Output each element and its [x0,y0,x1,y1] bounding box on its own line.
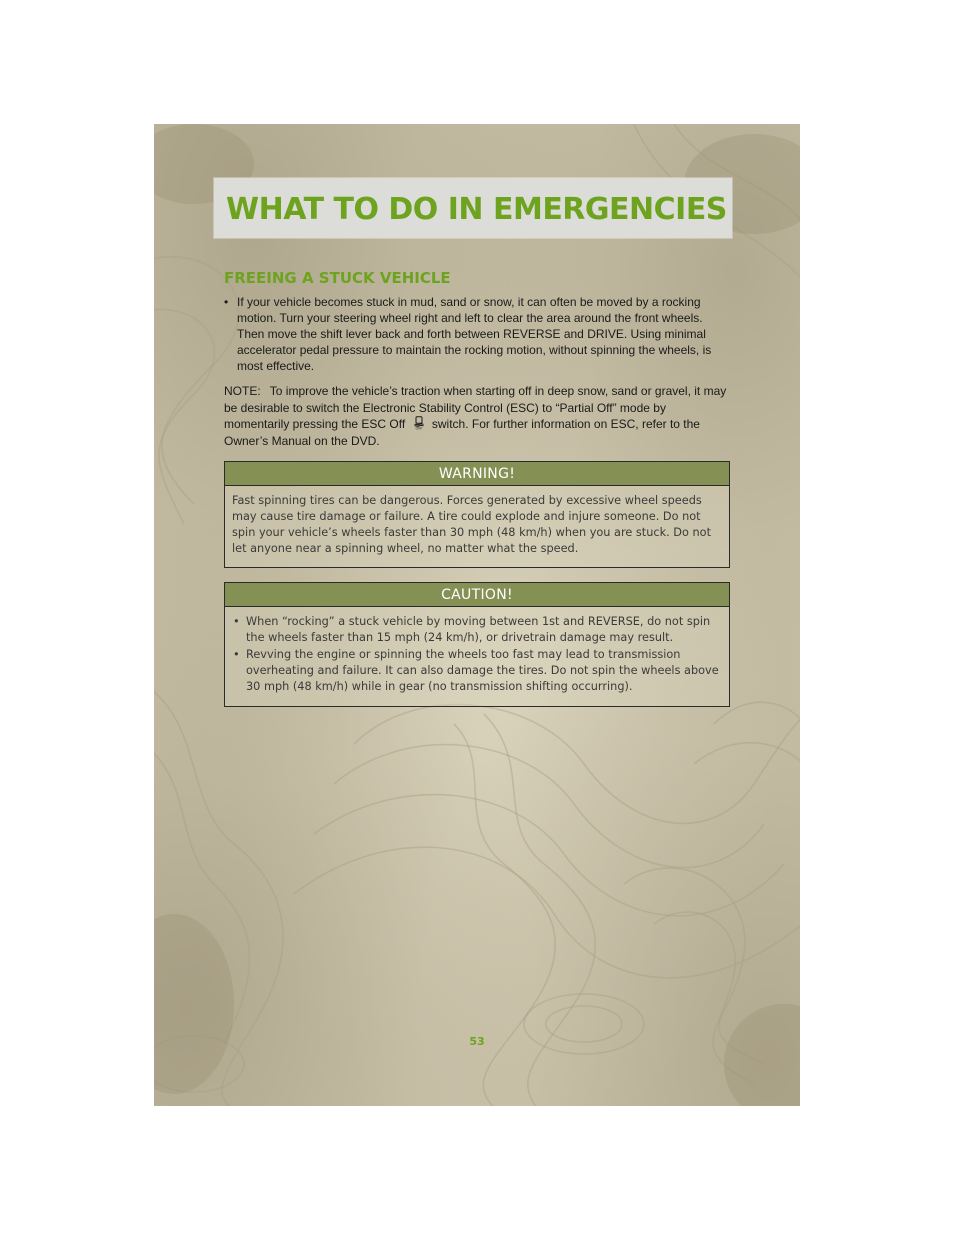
esc-off-icon [412,416,426,430]
note-label: NOTE: [224,384,261,398]
warning-text: Fast spinning tires can be dangerous. Forces generated by excessive wheel speeds may cause tire damage or failure. A tire could explode and injure someone. Do not spin your vehicle’s wheels faster than 30 mph (48 km/h) when you are stuck. Do not let anyone near a spinning wheel, no matter what the speed. [232,494,712,555]
svg-text:OFF: OFF [415,426,423,430]
warning-box [224,461,730,568]
warning-header: WARNING! [225,462,729,486]
note-text-before: To improve the vehicle’s traction when starting off in deep snow, sand or gravel, it may be desirable to switch the Electronic Stability Control (ESC) to “Partial Off” mode by momentarily pressing the ESC Off [224,384,727,431]
page-title: WHAT TO DO IN EMERGENCIES [226,192,727,227]
caution-item: • When “rocking” a stuck vehicle by moving between 1st and REVERSE, do not spin the wheels faster than 15 mph (24 km/h), or drivetrain damage may result. [232,614,721,646]
section-heading: FREEING A STUCK VEHICLE [224,269,451,287]
page-number: 53 [469,1035,485,1048]
manual-page [154,124,800,1106]
caution-item: • Revving the engine or spinning the wheels too fast may lead to transmission overheating and failure. It can also damage the tires. Do not spin the wheels above 30 mph (48 km/h) while in gear (no transmission shifting occurring). [232,647,721,695]
instruction-item: • If your vehicle becomes stuck in mud, sand or snow, it can often be moved by a rocking motion. Turn your steering wheel right and left to clear the area around the front wheels. Then move the shift lever back and forth between REVERSE and DRIVE. Using minimal accelerator pedal pressure to maintain the rocking motion, without spinning the wheels, is most effective. [224,294,729,374]
note-text-after: switch. For further information on ESC, refer to the Owner’s Manual on the DVD. [224,417,700,448]
caution-list [225,607,729,695]
caution-header: CAUTION! [225,583,729,607]
note-paragraph [224,383,729,449]
caution-box [224,582,730,707]
instruction-list [224,294,729,374]
